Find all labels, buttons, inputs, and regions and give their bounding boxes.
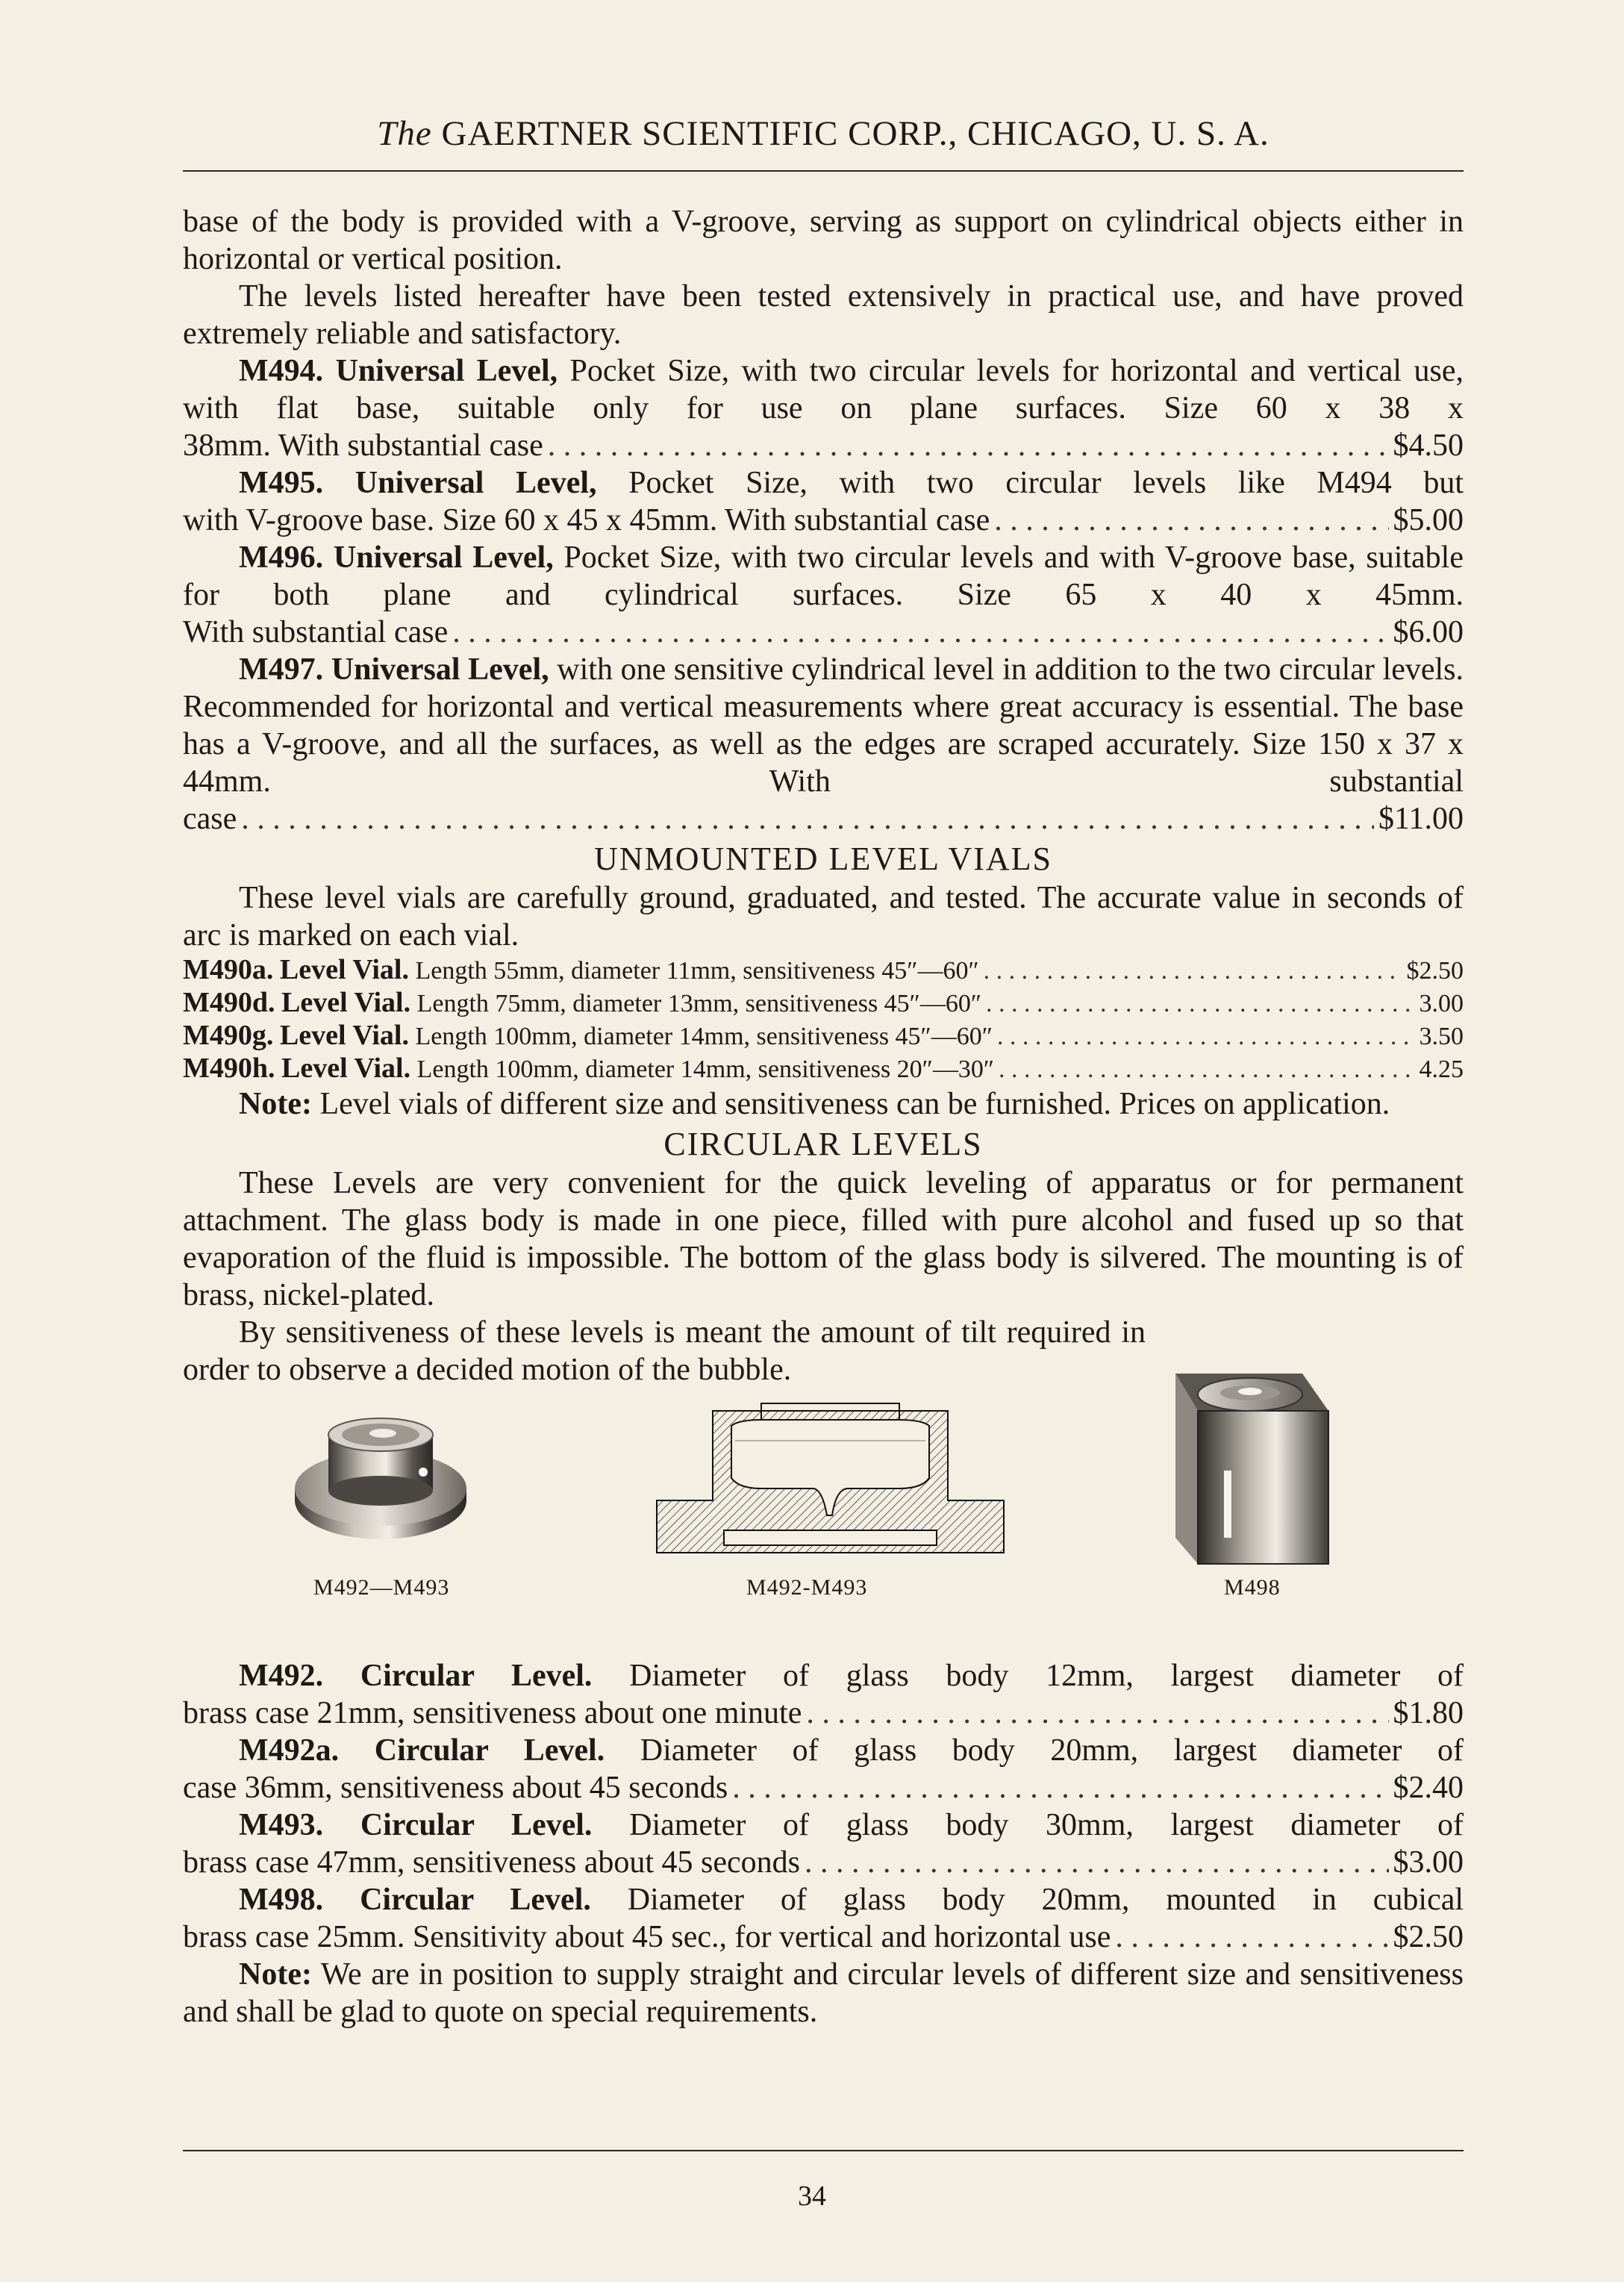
- item-description: Diameter of glass body 20mm, mounted in cubical: [627, 1883, 1464, 1917]
- item-code: M490h.: [183, 1053, 275, 1084]
- universal-level-list: [183, 352, 1464, 838]
- note-text: Level vials of different size and sensitiveness can be furnished. Prices on application.: [319, 1087, 1390, 1121]
- vials-note: [183, 1085, 1464, 1123]
- item-price: $6.00: [1393, 615, 1464, 649]
- vial-item: [183, 1020, 1464, 1053]
- item-description: Length 100mm, diameter 14mm, sensitiveness 45″—60″: [415, 1023, 993, 1050]
- item-name: Level Vial.: [279, 954, 409, 985]
- item-price: $11.00: [1378, 802, 1464, 836]
- item-name: Circular Level.: [360, 1808, 593, 1842]
- header-prefix: The: [377, 114, 432, 153]
- item-description-end: brass case 21mm, sensitiveness about one minute: [183, 1696, 802, 1730]
- item-code: M490g.: [183, 1020, 274, 1051]
- item-price: $4.50: [1393, 428, 1464, 463]
- circular-level-item: [183, 1657, 1464, 1732]
- item-name: Universal Level,: [335, 354, 558, 388]
- item-price: $1.80: [1393, 1696, 1464, 1730]
- page-number: 34: [798, 2180, 826, 2212]
- item-name: Level Vial.: [281, 1053, 411, 1084]
- item-price: 3.50: [1419, 1023, 1464, 1050]
- vial-list: [183, 954, 1464, 1085]
- item-code: M496.: [239, 540, 324, 575]
- item-code: M495.: [239, 466, 324, 500]
- circular-level-photo-icon: [287, 1411, 474, 1553]
- item-description: Pocket Size, with two circular levels and with V-groove base, suitable for both plane and cylindrical surfaces. Size 65 x 40 x 45mm.: [183, 540, 1464, 612]
- vials-section-title: UNMOUNTED LEVEL VIALS: [594, 841, 1052, 877]
- circular-level-list: [183, 1657, 1464, 1956]
- page-header: [185, 113, 1461, 154]
- cubical-level-photo-icon: [1153, 1366, 1340, 1568]
- circular-note: [183, 1956, 1464, 2030]
- item-price: $2.50: [1393, 1920, 1464, 1954]
- circular-section-title: CIRCULAR LEVELS: [663, 1126, 983, 1162]
- item-description-end: case: [183, 802, 237, 836]
- note-label: Note:: [239, 1957, 312, 1992]
- vials-intro: These level vials are carefully ground, graduated, and tested. The accurate value in seconds of arc is marked on each vial.: [183, 881, 1464, 953]
- circular-paragraph-2: By sensitiveness of these levels is meant the amount of tilt required in order to observe a decided motion of the bubble.: [183, 1315, 1146, 1387]
- item-description-end: 38mm. With substantial case: [183, 428, 543, 463]
- item-name: Universal Level,: [355, 466, 597, 500]
- circular-level-item: [183, 1881, 1464, 1956]
- item-price: $5.00: [1393, 503, 1464, 537]
- item-code: M490a.: [183, 954, 274, 985]
- item-code: M497.: [239, 652, 324, 687]
- item-name: Circular Level.: [374, 1733, 605, 1768]
- universal-level-item: [183, 352, 1464, 464]
- universal-level-item: [183, 464, 1464, 539]
- figure-caption: M492-M493: [746, 1575, 868, 1600]
- item-description: Diameter of glass body 12mm, largest diameter of: [629, 1659, 1464, 1693]
- circular-paragraph-1: These Levels are very convenient for the quick leveling of apparatus or for permanent attachment. The glass body is made in one piece, filled with pure alcohol and fused up so that evaporation of the fluid is impossible. The bottom of the glass body is silvered. The mounting is of brass, nickel-plated.: [183, 1166, 1464, 1312]
- figure-caption: M492—M493: [313, 1575, 450, 1600]
- item-description: Diameter of glass body 30mm, largest diameter of: [629, 1808, 1464, 1842]
- item-description-end: brass case 47mm, sensitiveness about 45 seconds: [183, 1845, 801, 1880]
- item-code: M493.: [239, 1808, 324, 1842]
- item-description: Pocket Size, with two circular levels for horizontal and vertical use, with flat base, suitable only for use on plane surfaces. Size 60 x 38 x: [183, 354, 1464, 425]
- item-code: M492a.: [239, 1733, 340, 1768]
- vial-item: [183, 987, 1464, 1020]
- item-description-end: brass case 25mm. Sensitivity about 45 sec., for vertical and horizontal use: [183, 1920, 1111, 1954]
- item-name: Universal Level,: [331, 652, 549, 687]
- item-description: Length 100mm, diameter 14mm, sensitiveness 20″—30″: [416, 1056, 994, 1083]
- figure-row: [183, 1396, 1464, 1650]
- item-name: Level Vial.: [281, 987, 411, 1018]
- intro-paragraph-2: The levels listed hereafter have been tested extensively in practical use, and have proved extremely reliable and satisfactory.: [183, 279, 1464, 351]
- item-name: Circular Level.: [360, 1883, 591, 1917]
- item-description-end: with V-groove base. Size 60 x 45 x 45mm. With substantial case: [183, 503, 990, 537]
- universal-level-item: [183, 539, 1464, 651]
- item-price: $2.50: [1406, 957, 1464, 985]
- header-title: GAERTNER SCIENTIFIC CORP., CHICAGO, U. S. A.: [441, 114, 1269, 153]
- item-price: $3.00: [1393, 1845, 1464, 1880]
- item-description: Length 55mm, diameter 11mm, sensitiveness 45″—60″: [415, 957, 979, 985]
- note-label: Note:: [239, 1087, 312, 1121]
- item-code: M494.: [239, 354, 324, 388]
- item-name: Universal Level,: [333, 540, 554, 575]
- header-rule: [183, 170, 1464, 172]
- item-code: M490d.: [183, 987, 275, 1018]
- item-description: Length 75mm, diameter 13mm, sensitiveness 45″—60″: [416, 990, 981, 1017]
- item-description: Pocket Size, with two circular levels like M494 but: [628, 466, 1464, 500]
- item-description-end: With substantial case: [183, 615, 449, 649]
- intro-paragraph-1: base of the body is provided with a V-groove, serving as support on cylindrical objects either in horizontal or vertical position.: [183, 205, 1464, 276]
- circular-level-section-drawing-icon: [649, 1396, 1011, 1560]
- item-name: Circular Level.: [360, 1659, 593, 1693]
- item-price: $2.40: [1393, 1771, 1464, 1805]
- figure-caption: M498: [1224, 1575, 1281, 1600]
- note-text: We are in position to supply straight and circular levels of different size and sensitiveness and shall be glad to quote on special requirements.: [183, 1957, 1464, 2029]
- item-price: 3.00: [1419, 990, 1464, 1017]
- circular-level-item: [183, 1732, 1464, 1806]
- footer-rule: [183, 2150, 1464, 2151]
- circular-level-item: [183, 1806, 1464, 1881]
- page-content: [183, 203, 1464, 2030]
- vial-item: [183, 1053, 1464, 1085]
- item-description: with one sensitive cylindrical level in addition to the two circular levels. Recommended for horizontal and vertical measurements where great accuracy is essential. The base has a V-groove, and all the surfaces, as well as the edges are scraped accurately. Size 150 x 37 x 44mm. With substantial: [183, 652, 1464, 799]
- item-price: 4.25: [1419, 1056, 1464, 1083]
- item-code: M492.: [239, 1659, 324, 1693]
- vial-item: [183, 954, 1464, 987]
- item-code: M498.: [239, 1883, 324, 1917]
- universal-level-item: [183, 651, 1464, 838]
- item-name: Level Vial.: [279, 1020, 409, 1051]
- item-description: Diameter of glass body 20mm, largest diameter of: [640, 1733, 1464, 1768]
- item-description-end: case 36mm, sensitiveness about 45 seconds: [183, 1771, 728, 1805]
